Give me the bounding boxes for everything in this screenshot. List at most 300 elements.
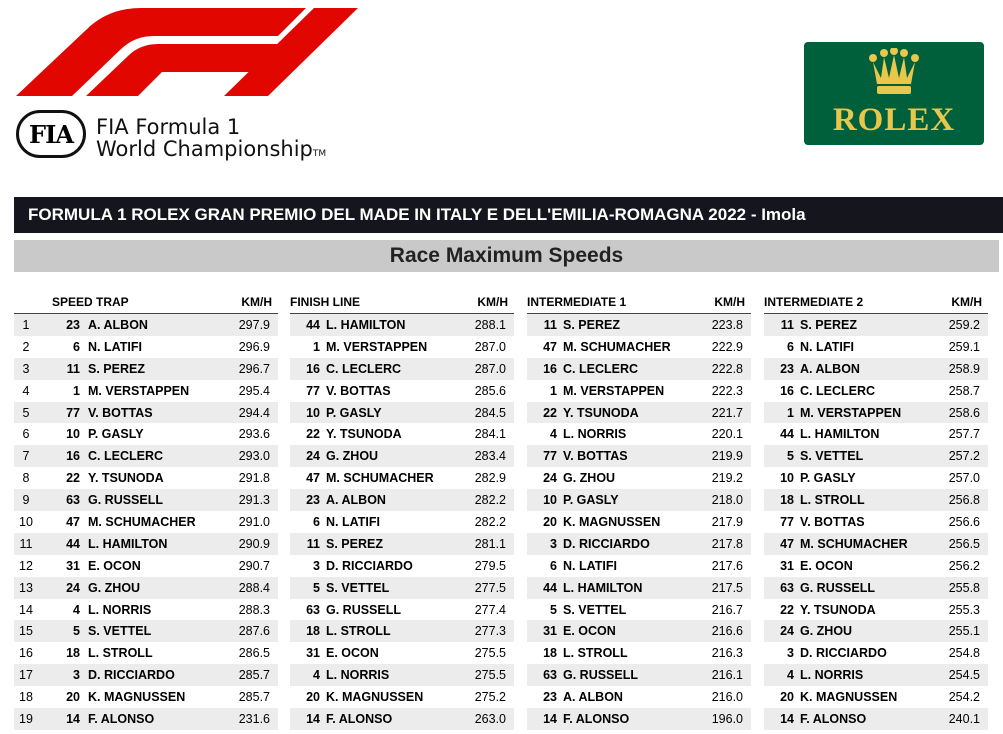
speed-cell: 291.0 — [238, 515, 270, 530]
table-row — [290, 599, 514, 621]
driver-name-cell: L. HAMILTON — [800, 427, 880, 442]
driver-name-cell: S. PEREZ — [326, 536, 383, 551]
speed-cell: 219.2 — [711, 471, 743, 486]
car-number-cell: 5 — [313, 580, 320, 595]
driver-name-cell: P. GASLY — [88, 427, 144, 442]
driver-name-cell: M. VERSTAPPEN — [326, 339, 428, 354]
table-row — [527, 314, 751, 336]
table-row — [290, 402, 514, 424]
driver-name-cell: S. VETTEL — [326, 580, 390, 595]
table-row — [527, 402, 751, 424]
driver-name-cell: L. NORRIS — [88, 602, 152, 617]
car-number-cell: 44 — [306, 318, 320, 332]
speed-cell: 287.0 — [474, 339, 506, 354]
driver-name-cell: Y. TSUNODA — [326, 427, 402, 442]
speed-cell: 277.5 — [474, 580, 506, 595]
position-cell: 3 — [22, 361, 30, 376]
speed-cell: 287.0 — [474, 361, 506, 376]
car-number-cell: 77 — [543, 449, 557, 464]
driver-name-cell: K. MAGNUSSEN — [800, 690, 898, 705]
speed-column-4 — [764, 292, 988, 730]
table-row — [290, 467, 514, 489]
table-row — [290, 423, 514, 445]
car-number-cell: 22 — [543, 405, 557, 420]
car-number-cell: 1 — [550, 383, 557, 398]
driver-name-cell: M. VERSTAPPEN — [88, 383, 190, 398]
driver-name-cell: G. RUSSELL — [326, 602, 402, 617]
driver-name-cell: L. HAMILTON — [88, 536, 168, 551]
car-number-cell: 16 — [66, 449, 80, 464]
table-row — [764, 511, 988, 533]
position-cell: 14 — [19, 602, 33, 617]
car-number-cell: 4 — [550, 427, 557, 442]
position-cell: 5 — [22, 405, 30, 420]
driver-name-cell: K. MAGNUSSEN — [563, 515, 661, 530]
table-row — [14, 642, 278, 664]
driver-name-cell: D. RICCIARDO — [800, 646, 887, 661]
column-title: FINISH LINE — [290, 295, 361, 309]
driver-name-cell: M. SCHUMACHER — [563, 339, 671, 354]
table-row — [290, 511, 514, 533]
speed-cell: 219.9 — [711, 449, 743, 464]
driver-name-cell: N. LATIFI — [800, 339, 854, 354]
car-number-cell: 63 — [66, 493, 80, 508]
car-number-cell: 18 — [780, 493, 794, 508]
position-cell: 8 — [22, 471, 30, 486]
car-number-cell: 6 — [787, 339, 794, 354]
table-row — [527, 533, 751, 555]
column-title: SPEED TRAP — [52, 295, 129, 309]
table-row — [290, 489, 514, 511]
table-row — [764, 380, 988, 402]
driver-name-cell: S. VETTEL — [800, 449, 864, 464]
speed-cell: 279.5 — [474, 558, 506, 573]
car-number-cell: 10 — [66, 427, 80, 442]
position-cell: 2 — [22, 339, 30, 354]
car-number-cell: 47 — [543, 339, 557, 354]
driver-name-cell: G. RUSSELL — [563, 668, 639, 683]
speed-cell: 294.4 — [238, 405, 270, 420]
column-title: INTERMEDIATE 2 — [764, 295, 864, 309]
position-cell: 19 — [19, 712, 33, 727]
f1-logo — [16, 8, 358, 96]
driver-name-cell: P. GASLY — [563, 493, 619, 508]
car-number-cell: 44 — [543, 580, 557, 595]
speed-cell: 263.0 — [474, 712, 506, 727]
driver-name-cell: C. LECLERC — [563, 361, 638, 376]
table-row — [764, 620, 988, 642]
table-row — [14, 402, 278, 424]
driver-name-cell: D. RICCIARDO — [563, 536, 650, 551]
car-number-cell: 14 — [306, 712, 320, 727]
fia-line-2: World ChampionshipTM — [96, 137, 327, 161]
table-row — [14, 314, 278, 336]
driver-name-cell: S. VETTEL — [563, 602, 627, 617]
table-row — [290, 686, 514, 708]
speed-cell: 258.7 — [948, 383, 980, 398]
speed-cell: 223.8 — [711, 318, 743, 332]
driver-name-cell: A. ALBON — [800, 361, 860, 376]
speed-cell: 222.8 — [711, 361, 743, 376]
driver-name-cell: S. PEREZ — [563, 318, 620, 332]
driver-name-cell: L. NORRIS — [563, 427, 627, 442]
speed-column-1 — [14, 292, 278, 730]
table-row — [290, 445, 514, 467]
car-number-cell: 23 — [543, 690, 557, 705]
car-number-cell: 11 — [543, 318, 557, 332]
speed-cell: 290.9 — [238, 536, 270, 551]
speed-cell: 286.5 — [238, 646, 270, 661]
speed-cell: 296.7 — [238, 361, 270, 376]
speed-cell: 291.3 — [238, 493, 270, 508]
driver-name-cell: E. OCON — [88, 558, 141, 573]
car-number-cell: 3 — [550, 536, 557, 551]
speed-cell: 288.1 — [474, 318, 506, 332]
driver-name-cell: M. SCHUMACHER — [800, 536, 908, 551]
car-number-cell: 47 — [66, 515, 80, 530]
car-number-cell: 11 — [306, 536, 320, 551]
position-cell: 10 — [19, 515, 33, 530]
car-number-cell: 10 — [780, 471, 794, 486]
speed-cell: 221.7 — [711, 405, 743, 420]
table-row — [290, 664, 514, 686]
table-row — [764, 599, 988, 621]
car-number-cell: 4 — [787, 668, 794, 683]
driver-name-cell: Y. TSUNODA — [88, 471, 164, 486]
car-number-cell: 31 — [306, 646, 320, 661]
column-unit: KM/H — [477, 295, 508, 309]
speed-cell: 277.4 — [474, 602, 506, 617]
speed-cell: 216.0 — [711, 690, 743, 705]
table-row — [14, 599, 278, 621]
table-row — [527, 380, 751, 402]
car-number-cell: 14 — [66, 712, 80, 727]
speed-cell: 216.6 — [711, 624, 743, 639]
driver-name-cell: A. ALBON — [88, 318, 148, 332]
driver-name-cell: L. HAMILTON — [563, 580, 643, 595]
driver-name-cell: V. BOTTAS — [326, 383, 391, 398]
driver-name-cell: Y. TSUNODA — [800, 602, 876, 617]
table-row — [14, 467, 278, 489]
car-number-cell: 77 — [306, 383, 320, 398]
speed-cell: 288.4 — [238, 580, 270, 595]
driver-name-cell: A. ALBON — [326, 493, 386, 508]
table-row — [527, 708, 751, 730]
car-number-cell: 11 — [780, 318, 794, 332]
table-row — [14, 533, 278, 555]
car-number-cell: 6 — [550, 558, 557, 573]
speed-cell: 257.0 — [948, 471, 980, 486]
column-header — [527, 292, 751, 314]
driver-name-cell: N. LATIFI — [563, 558, 617, 573]
position-cell: 6 — [22, 427, 30, 442]
table-row — [764, 467, 988, 489]
car-number-cell: 6 — [313, 515, 320, 530]
table-row — [14, 380, 278, 402]
crown-icon — [867, 48, 921, 98]
driver-name-cell: S. VETTEL — [88, 624, 152, 639]
speed-cell: 282.2 — [474, 493, 506, 508]
car-number-cell: 31 — [66, 558, 80, 573]
event-title-bar: FORMULA 1 ROLEX GRAN PREMIO DEL MADE IN ITALY E DELL'EMILIA-ROMAGNA 2022 - Imola — [14, 197, 1003, 233]
car-number-cell: 22 — [780, 602, 794, 617]
car-number-cell: 20 — [306, 690, 320, 705]
speed-cell: 283.4 — [474, 449, 506, 464]
table-row — [14, 577, 278, 599]
speed-cell: 217.9 — [711, 515, 743, 530]
position-cell: 13 — [19, 580, 33, 595]
speed-cell: 231.6 — [238, 712, 270, 727]
car-number-cell: 24 — [780, 624, 794, 639]
table-row — [764, 664, 988, 686]
column-title: INTERMEDIATE 1 — [527, 295, 627, 309]
position-cell: 16 — [19, 646, 33, 661]
speed-cell: 291.8 — [238, 471, 270, 486]
speed-column-2 — [290, 292, 514, 730]
speed-cell: 285.7 — [238, 690, 270, 705]
speed-cell: 257.2 — [948, 449, 980, 464]
speed-cell: 240.1 — [948, 712, 980, 727]
driver-name-cell: E. OCON — [800, 558, 853, 573]
car-number-cell: 24 — [543, 471, 557, 486]
speed-cell: 255.8 — [948, 580, 980, 595]
position-cell: 12 — [19, 558, 33, 573]
driver-name-cell: C. LECLERC — [88, 449, 163, 464]
car-number-cell: 20 — [543, 515, 557, 530]
table-row — [764, 555, 988, 577]
driver-name-cell: M. VERSTAPPEN — [563, 383, 665, 398]
position-cell: 17 — [19, 668, 33, 683]
driver-name-cell: P. GASLY — [326, 405, 382, 420]
speed-cell: 255.1 — [948, 624, 980, 639]
driver-name-cell: C. LECLERC — [326, 361, 401, 376]
table-row — [527, 620, 751, 642]
driver-name-cell: F. ALONSO — [326, 712, 393, 727]
table-row — [764, 402, 988, 424]
car-number-cell: 63 — [306, 602, 320, 617]
car-number-cell: 4 — [313, 668, 320, 683]
speed-cell: 256.5 — [948, 536, 980, 551]
position-cell: 4 — [22, 383, 30, 398]
driver-name-cell: S. PEREZ — [800, 318, 857, 332]
table-row — [764, 445, 988, 467]
table-row — [290, 620, 514, 642]
driver-name-cell: M. SCHUMACHER — [88, 515, 196, 530]
car-number-cell: 47 — [306, 471, 320, 486]
car-number-cell: 3 — [787, 646, 794, 661]
speed-cell: 285.6 — [474, 383, 506, 398]
speed-cell: 254.5 — [948, 668, 980, 683]
driver-name-cell: S. PEREZ — [88, 361, 145, 376]
table-row — [290, 533, 514, 555]
car-number-cell: 23 — [66, 318, 80, 332]
column-unit: KM/H — [951, 295, 982, 309]
speed-cell: 275.5 — [474, 646, 506, 661]
speed-cell: 287.6 — [238, 624, 270, 639]
driver-name-cell: D. RICCIARDO — [326, 558, 413, 573]
table-row — [764, 489, 988, 511]
speed-cell: 259.1 — [948, 339, 980, 354]
speed-cell: 275.2 — [474, 690, 506, 705]
driver-name-cell: K. MAGNUSSEN — [88, 690, 186, 705]
speed-cell: 216.3 — [711, 646, 743, 661]
speed-cell: 282.2 — [474, 515, 506, 530]
car-number-cell: 6 — [73, 339, 80, 354]
speed-cell: 217.5 — [711, 580, 743, 595]
table-row — [14, 708, 278, 730]
driver-name-cell: M. SCHUMACHER — [326, 471, 434, 486]
column-unit: KM/H — [714, 295, 745, 309]
car-number-cell: 18 — [66, 646, 80, 661]
driver-name-cell: L. NORRIS — [800, 668, 864, 683]
table-row — [290, 380, 514, 402]
table-row — [14, 555, 278, 577]
speed-cell: 255.3 — [948, 602, 980, 617]
speed-cell: 256.8 — [948, 493, 980, 508]
speed-cell: 256.2 — [948, 558, 980, 573]
table-row — [290, 358, 514, 380]
speed-cell: 196.0 — [711, 712, 743, 727]
rolex-logo — [804, 42, 984, 145]
table-row — [764, 423, 988, 445]
driver-name-cell: C. LECLERC — [800, 383, 875, 398]
driver-name-cell: M. VERSTAPPEN — [800, 405, 902, 420]
table-row — [290, 555, 514, 577]
table-row — [527, 686, 751, 708]
table-row — [14, 511, 278, 533]
car-number-cell: 24 — [66, 580, 80, 595]
table-row — [290, 642, 514, 664]
speed-cell: 254.8 — [948, 646, 980, 661]
car-number-cell: 16 — [543, 361, 557, 376]
driver-name-cell: L. STROLL — [563, 646, 628, 661]
table-row — [764, 336, 988, 358]
table-row — [527, 664, 751, 686]
speed-cell: 296.9 — [238, 339, 270, 354]
speed-cell: 259.2 — [948, 318, 980, 332]
car-number-cell: 24 — [306, 449, 320, 464]
table-row — [764, 533, 988, 555]
driver-name-cell: F. ALONSO — [563, 712, 630, 727]
position-cell: 11 — [19, 536, 33, 551]
car-number-cell: 1 — [313, 339, 320, 354]
car-number-cell: 22 — [306, 427, 320, 442]
car-number-cell: 3 — [73, 668, 80, 683]
table-row — [527, 599, 751, 621]
driver-name-cell: G. ZHOU — [800, 624, 853, 639]
speed-cell: 285.7 — [238, 668, 270, 683]
table-row — [14, 336, 278, 358]
speed-cell: 217.6 — [711, 558, 743, 573]
table-row — [527, 489, 751, 511]
driver-name-cell: F. ALONSO — [800, 712, 867, 727]
driver-name-cell: A. ALBON — [563, 690, 623, 705]
column-header — [764, 292, 988, 314]
table-row — [527, 445, 751, 467]
driver-name-cell: N. LATIFI — [88, 339, 142, 354]
table-row — [290, 336, 514, 358]
speed-cell: 290.7 — [238, 558, 270, 573]
trademark-mark: TM — [312, 149, 327, 159]
driver-name-cell: L. STROLL — [88, 646, 153, 661]
speed-cell: 217.8 — [711, 536, 743, 551]
speed-cell: 293.6 — [238, 427, 270, 442]
speed-cell: 293.0 — [238, 449, 270, 464]
table-row — [527, 423, 751, 445]
car-number-cell: 44 — [780, 427, 794, 442]
speed-cell: 282.9 — [474, 471, 506, 486]
table-row — [764, 577, 988, 599]
table-row — [527, 358, 751, 380]
driver-name-cell: V. BOTTAS — [563, 449, 628, 464]
driver-name-cell: G. ZHOU — [88, 580, 141, 595]
driver-name-cell: G. ZHOU — [563, 471, 616, 486]
car-number-cell: 47 — [780, 536, 794, 551]
driver-name-cell: Y. TSUNODA — [563, 405, 639, 420]
car-number-cell: 16 — [306, 361, 320, 376]
driver-name-cell: L. STROLL — [800, 493, 865, 508]
car-number-cell: 14 — [780, 712, 794, 727]
table-row — [14, 358, 278, 380]
car-number-cell: 5 — [787, 449, 794, 464]
table-row — [764, 708, 988, 730]
speed-cell: 258.9 — [948, 361, 980, 376]
car-number-cell: 22 — [66, 471, 80, 486]
car-number-cell: 20 — [66, 690, 80, 705]
table-row — [764, 314, 988, 336]
rolex-wordmark: ROLEX — [832, 102, 956, 138]
speed-column-3 — [527, 292, 751, 730]
table-row — [14, 489, 278, 511]
table-row — [14, 620, 278, 642]
speed-cell: 257.7 — [948, 427, 980, 442]
fia-championship-text — [96, 116, 376, 165]
driver-name-cell: E. OCON — [563, 624, 616, 639]
position-cell: 1 — [22, 318, 30, 332]
table-row — [14, 423, 278, 445]
speed-cell: 281.1 — [474, 536, 506, 551]
table-row — [527, 577, 751, 599]
car-number-cell: 5 — [73, 624, 80, 639]
fia-line-1: FIA Formula 1 — [96, 115, 241, 139]
driver-name-cell: G. ZHOU — [326, 449, 379, 464]
driver-name-cell: V. BOTTAS — [88, 405, 153, 420]
driver-name-cell: L. HAMILTON — [326, 318, 406, 332]
speed-cell: 254.2 — [948, 690, 980, 705]
driver-name-cell: F. ALONSO — [88, 712, 155, 727]
table-row — [14, 686, 278, 708]
table-row — [14, 664, 278, 686]
car-number-cell: 23 — [780, 361, 794, 376]
car-number-cell: 31 — [543, 624, 557, 639]
driver-name-cell: G. RUSSELL — [800, 580, 876, 595]
car-number-cell: 18 — [306, 624, 320, 639]
speed-cell: 222.9 — [711, 339, 743, 354]
table-row — [527, 555, 751, 577]
car-number-cell: 10 — [306, 405, 320, 420]
position-cell: 18 — [19, 690, 33, 705]
car-number-cell: 18 — [543, 646, 557, 661]
driver-name-cell: G. RUSSELL — [88, 493, 164, 508]
driver-name-cell: V. BOTTAS — [800, 515, 865, 530]
driver-name-cell: K. MAGNUSSEN — [326, 690, 424, 705]
speed-cell: 295.4 — [238, 383, 270, 398]
column-header — [14, 292, 278, 314]
speed-cell: 284.5 — [474, 405, 506, 420]
table-row — [527, 511, 751, 533]
driver-name-cell: E. OCON — [326, 646, 379, 661]
speed-cell: 216.1 — [711, 668, 743, 683]
